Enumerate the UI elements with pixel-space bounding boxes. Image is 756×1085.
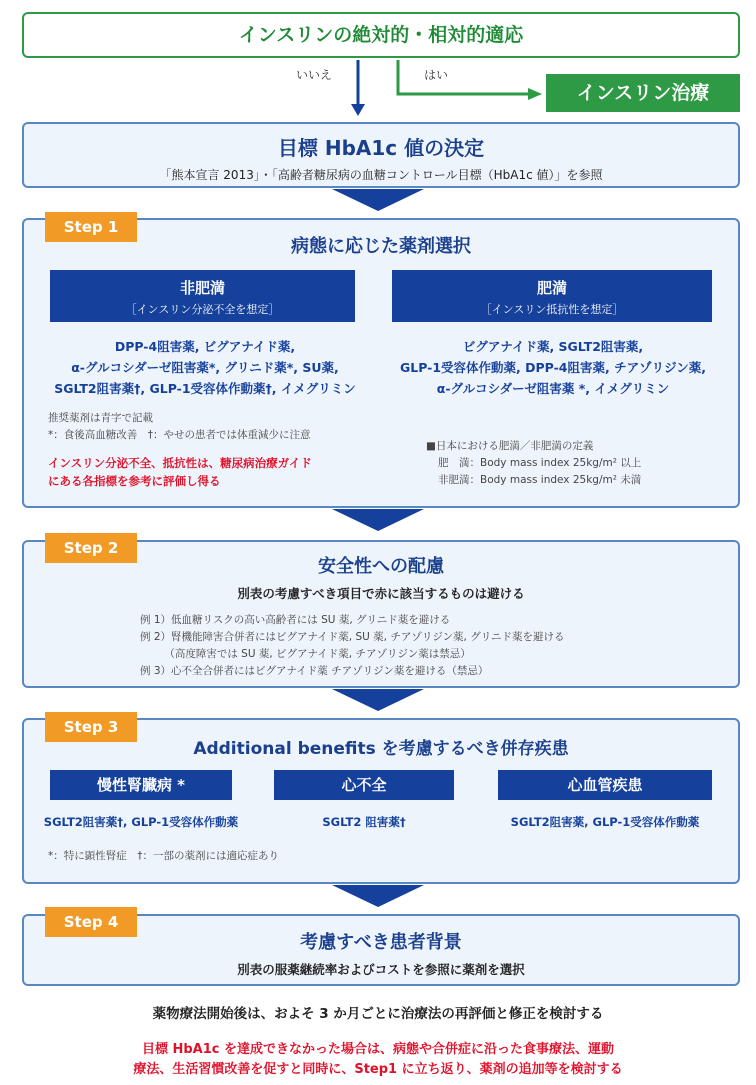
example-line: 例 3）心不全合併者にはビグアナイド薬 チアゾリジン薬を避ける（禁忌） [140, 665, 489, 677]
step4-subtitle: 別表の服薬継続率およびコストを参照に薬剤を選択 [237, 962, 525, 977]
obese-sub-label: ［インスリン抵抗性を想定］ [480, 303, 624, 316]
step3-tab: Step 3 [45, 712, 137, 742]
insulin-treatment-box: インスリン治療 [546, 74, 740, 112]
heart-failure-header: 心不全 [274, 770, 454, 800]
yes-arrow-head [528, 88, 542, 100]
cvd-drugs: SGLT2阻害薬, GLP-1受容体作動薬 [510, 815, 700, 829]
chevron-down-icon [332, 189, 424, 211]
step1-tab: Step 1 [45, 212, 137, 242]
ckd-header: 慢性腎臓病 * [50, 770, 232, 800]
obese-drug-line: ビグアナイド薬, SGLT2阻害薬, [462, 339, 644, 354]
nonobese-drug-line: DPP-4阻害薬, ビグアナイド薬, [114, 339, 296, 354]
obese-header [392, 270, 712, 322]
red-note-line: インスリン分泌不全、抵抗性は、糖尿病治療ガイド [48, 456, 312, 470]
example-line: 例 2）腎機能障害合併者にはビグアナイド薬, SU 薬, チアゾリジン薬, グリニド薬を避ける [140, 631, 565, 643]
step3-footnote: *：特に顕性腎症 †：一部の薬剤には適応症あり [48, 850, 279, 862]
step4-title: 考慮すべき患者背景 [300, 932, 462, 953]
step2-examples [140, 612, 730, 680]
obese-head-label: 肥満 [536, 279, 567, 297]
heart-failure-drugs: SGLT2 阻害薬† [322, 815, 406, 829]
reevaluation-note: 薬物療法開始後は、およそ 3 か月ごとに治療法の再評価と修正を検討する [152, 1006, 604, 1022]
obese-drug-line: α-グルコシダーゼ阻害薬 *, イメグリミン [436, 381, 670, 396]
step2-tab: Step 2 [45, 533, 137, 563]
insulin-indication-box: インスリンの絶対的・相対的適応 [22, 12, 740, 58]
obese-drug-list [384, 336, 722, 399]
no-arrow-head [351, 104, 365, 116]
yes-label: はい [424, 68, 449, 82]
cvd-header: 心血管疾患 [498, 770, 712, 800]
unmet-goal-note [0, 1040, 756, 1080]
chevron-down-icon [332, 509, 424, 531]
step1-notes [48, 410, 368, 444]
no-label: いいえ [296, 68, 333, 82]
goal-panel [22, 122, 740, 188]
nonobese-drug-line: SGLT2阻害薬†, GLP-1受容体作動薬†, イメグリミン [54, 381, 356, 396]
obese-drug-line: GLP-1受容体作動薬, DPP-4阻害薬, チアゾリジン薬, [399, 360, 707, 375]
step1-title: 病態に応じた薬剤選択 [291, 236, 471, 257]
example-line: （高度障害では SU 薬, ビグアナイド薬, チアゾリジン薬は禁忌） [140, 648, 471, 660]
step2-subtitle: 別表の考慮すべき項目で赤に該当するものは避ける [237, 586, 525, 601]
unmet-goal-line: 療法、生活習慣改善を促すと同時に、Step1 に立ち返り、薬剤の追加等を検討する [133, 1062, 623, 1077]
nonobese-head-label: 非肥満 [179, 279, 225, 297]
recommended-note: 推奨薬剤は青字で記載 [48, 412, 153, 424]
footnote-symbols: *：食後高血糖改善 †：やせの患者では体重減少に注意 [48, 429, 311, 441]
red-note-line: にある各指標を参考に評価し得る [48, 474, 221, 488]
definition-title: ■日本における肥満／非肥満の定義 [426, 440, 594, 452]
nonobese-sub-label: ［インスリン分泌不全を想定］ [125, 303, 280, 316]
chevron-down-icon [332, 885, 424, 907]
chevron-down-icon [332, 689, 424, 711]
ckd-drugs: SGLT2阻害薬†, GLP-1受容体作動薬 [43, 815, 239, 829]
goal-title: 目標 HbA1c 値の決定 [277, 136, 485, 160]
unmet-goal-line: 目標 HbA1c を達成できなかった場合は、病態や合併症に沿った食事療法、運動 [141, 1042, 615, 1057]
nonobese-drug-list [40, 336, 370, 399]
nonobese-drug-line: α-グルコシダーゼ阻害薬*, グリニド薬*, SU薬, [71, 360, 339, 375]
obesity-definition [426, 438, 726, 489]
step4-tab: Step 4 [45, 907, 137, 937]
example-line: 例 1）低血糖リスクの高い高齢者には SU 薬, グリニド薬を避ける [140, 614, 451, 626]
goal-subtitle: 「熊本宣言 2013」・「高齢者糖尿病の血糖コントロール目標（HbA1c 値）」を参照 [159, 168, 603, 182]
nonobese-header [50, 270, 355, 322]
step2-title: 安全性への配慮 [318, 556, 444, 577]
yes-arrow-line [398, 60, 530, 94]
definition-obese: 肥 満：Body mass index 25kg/m² 以上 [438, 457, 642, 469]
step3-title: Additional benefits を考慮するべき併存疾患 [193, 739, 569, 759]
definition-nonobese: 非肥満：Body mass index 25kg/m² 未満 [438, 474, 642, 486]
step1-red-note [48, 454, 368, 490]
